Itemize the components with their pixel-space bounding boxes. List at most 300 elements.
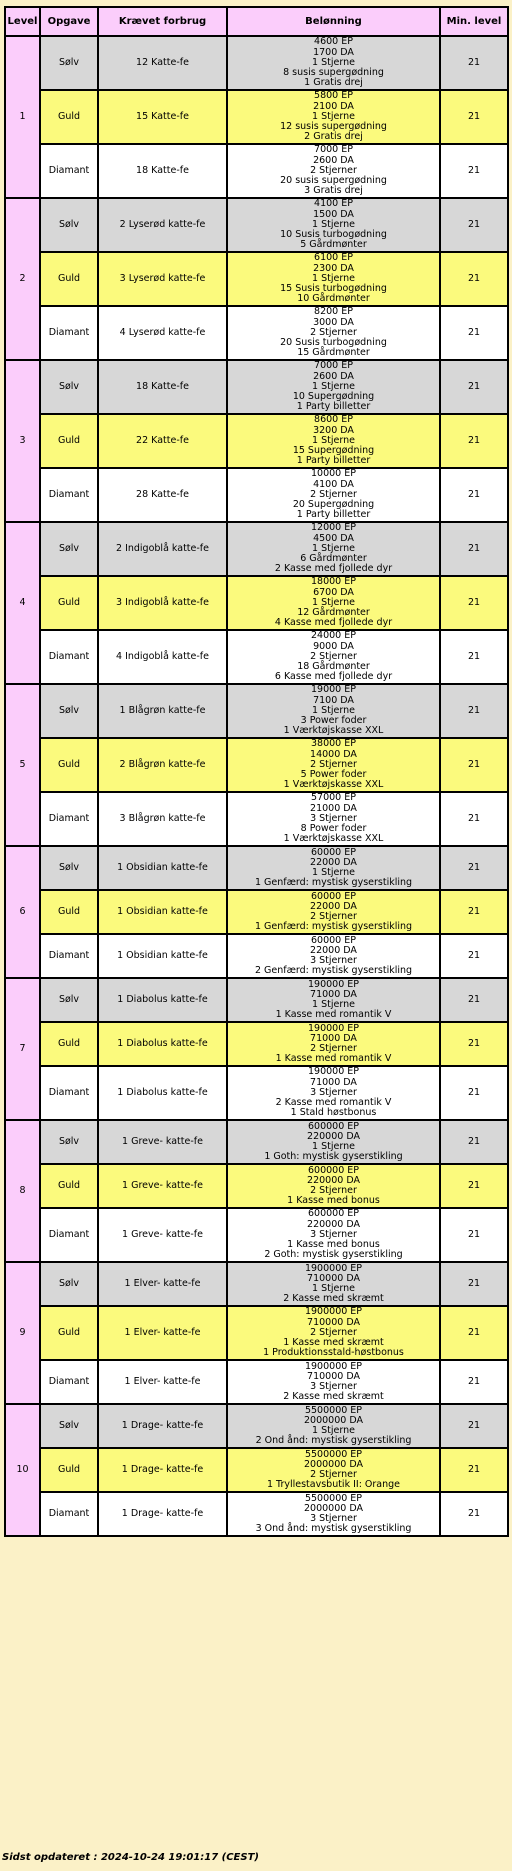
reward-line: 1 Tryllestavsbutik II: Orange <box>266 1479 401 1491</box>
table-row <box>5 1066 508 1120</box>
requirement-cell: 1 Obsidian katte-fe <box>98 934 227 978</box>
reward-line: 220000 DA <box>307 1174 360 1186</box>
reward-line: 1 Stjerne <box>312 1141 355 1152</box>
task-cell: Diamant <box>40 1492 98 1536</box>
reward-line: 1 Stjerne <box>312 867 355 878</box>
requirement-cell: 4 Indigoblå katte-fe <box>98 630 227 684</box>
task-cell: Sølv <box>40 1262 98 1306</box>
reward-line: 2 Stjerner <box>310 164 357 176</box>
min-level-cell: 21 <box>440 144 508 198</box>
reward-line: 1900000 EP <box>304 1262 363 1274</box>
table-row <box>5 36 508 90</box>
level-cell: 8 <box>5 1120 40 1262</box>
reward-cell <box>227 144 440 198</box>
reward-line: 22000 DA <box>310 856 357 868</box>
reward-line: 4100 DA <box>313 478 354 490</box>
reward-cell <box>227 252 440 306</box>
task-cell: Guld <box>40 252 98 306</box>
min-level-cell: 21 <box>440 1164 508 1208</box>
reward-line: 2 Stjerner <box>310 1469 357 1480</box>
reward-line: 600000 EP <box>307 1208 360 1220</box>
reward-line: 2 Stjerner <box>310 758 357 770</box>
reward-line: 1 Kasse med romantik V <box>275 1009 392 1021</box>
reward-cell <box>227 890 440 934</box>
table-row <box>5 306 508 360</box>
reward-cell <box>227 1164 440 1208</box>
reward-cell <box>227 1262 440 1306</box>
reward-line: 5 Power foder <box>300 769 367 781</box>
level-cell: 4 <box>5 522 40 684</box>
reward-line: 60000 EP <box>311 934 356 946</box>
reward-line: 3 Stjerner <box>310 1513 357 1524</box>
reward-line: 8 susis supergødning <box>283 67 384 79</box>
table-row <box>5 1404 508 1448</box>
reward-line: 710000 DA <box>307 1316 360 1328</box>
table-row <box>5 576 508 630</box>
reward-line: 20 Susis turbogødning <box>280 337 387 349</box>
min-level-cell: 21 <box>440 90 508 144</box>
task-cell: Diamant <box>40 1066 98 1120</box>
requirement-cell: 3 Indigoblå katte-fe <box>98 576 227 630</box>
table-row <box>5 684 508 738</box>
reward-line: 6 Kasse med fjollede dyr <box>274 671 393 683</box>
reward-line: 3 Stjerner <box>310 1228 357 1240</box>
reward-line: 4100 EP <box>314 198 353 210</box>
reward-cell <box>227 576 440 630</box>
rewards-table <box>4 6 509 1537</box>
requirement-cell: 1 Greve- katte-fe <box>98 1208 227 1262</box>
min-level-cell: 21 <box>440 630 508 684</box>
reward-line: 57000 EP <box>311 792 356 804</box>
min-level-cell: 21 <box>440 1208 508 1262</box>
level-cell: 3 <box>5 360 40 522</box>
reward-line: 15 Supergødning <box>292 445 375 457</box>
reward-line: 600000 EP <box>307 1164 360 1176</box>
requirement-cell: 18 Katte-fe <box>98 144 227 198</box>
table-row <box>5 1448 508 1492</box>
reward-cell <box>227 1404 440 1448</box>
requirement-cell: 1 Elver- katte-fe <box>98 1360 227 1404</box>
requirement-cell: 1 Diabolus katte-fe <box>98 1022 227 1066</box>
table-row <box>5 978 508 1022</box>
min-level-cell: 21 <box>440 1360 508 1404</box>
reward-line: 1 Stjerne <box>312 704 355 716</box>
reward-line: 1 Kasse med bonus <box>287 1195 380 1207</box>
task-cell: Sølv <box>40 846 98 890</box>
reward-cell <box>227 630 440 684</box>
reward-line: 3 Stjerner <box>310 812 357 824</box>
task-cell: Sølv <box>40 522 98 576</box>
min-level-cell: 21 <box>440 1492 508 1536</box>
table-row <box>5 360 508 414</box>
reward-line: 7000 EP <box>314 144 353 156</box>
task-cell: Sølv <box>40 1120 98 1164</box>
reward-line: 71000 DA <box>310 1076 357 1088</box>
header-level: Level <box>5 7 40 36</box>
reward-cell <box>227 1208 440 1262</box>
reward-cell <box>227 1306 440 1360</box>
reward-line: 2 Ond ånd: mystisk gyserstikling <box>255 1435 412 1447</box>
reward-line: 14000 DA <box>310 748 357 760</box>
min-level-cell: 21 <box>440 198 508 252</box>
header-requirement: Krævet forbrug <box>98 7 227 36</box>
reward-line: 3 Ond ånd: mystisk gyserstikling <box>255 1523 412 1535</box>
reward-line: 3 Stjerner <box>310 955 357 966</box>
task-cell: Guld <box>40 1022 98 1066</box>
table-row <box>5 630 508 684</box>
task-cell: Sølv <box>40 36 98 90</box>
reward-line: 220000 DA <box>307 1130 360 1142</box>
requirement-cell: 2 Indigoblå katte-fe <box>98 522 227 576</box>
task-cell: Diamant <box>40 934 98 978</box>
reward-line: 190000 EP <box>307 978 360 990</box>
reward-line: 22000 DA <box>310 944 357 956</box>
reward-line: 1 Værktøjskasse XXL <box>283 833 384 845</box>
task-cell: Guld <box>40 90 98 144</box>
reward-line: 7100 DA <box>313 694 354 706</box>
reward-line: 60000 EP <box>311 890 356 902</box>
min-level-cell: 21 <box>440 414 508 468</box>
reward-cell <box>227 198 440 252</box>
reward-line: 1 Stjerne <box>312 1425 355 1436</box>
reward-line: 2 Kasse med romantik V <box>275 1097 392 1109</box>
reward-line: 3200 DA <box>313 424 354 436</box>
requirement-cell: 1 Elver- katte-fe <box>98 1262 227 1306</box>
reward-line: 1 Stald høstbonus <box>290 1107 377 1119</box>
min-level-cell: 21 <box>440 1022 508 1066</box>
min-level-cell: 21 <box>440 252 508 306</box>
min-level-cell: 21 <box>440 846 508 890</box>
reward-line: 5800 EP <box>314 90 353 102</box>
table-row <box>5 1262 508 1306</box>
reward-cell <box>227 36 440 90</box>
reward-line: 5 Gårdmønter <box>300 239 367 251</box>
reward-cell <box>227 934 440 978</box>
reward-line: 3000 DA <box>313 316 354 328</box>
reward-line: 3 Stjerner <box>310 1086 357 1098</box>
requirement-cell: 28 Katte-fe <box>98 468 227 522</box>
requirement-cell: 1 Greve- katte-fe <box>98 1164 227 1208</box>
requirement-cell: 4 Lyserød katte-fe <box>98 306 227 360</box>
table-row <box>5 1164 508 1208</box>
reward-line: 2000000 DA <box>304 1458 363 1470</box>
task-cell: Sølv <box>40 684 98 738</box>
task-cell: Guld <box>40 738 98 792</box>
reward-line: 71000 DA <box>310 988 357 1000</box>
task-cell: Sølv <box>40 1404 98 1448</box>
reward-cell <box>227 522 440 576</box>
reward-line: 5500000 EP <box>304 1492 363 1504</box>
task-cell: Guld <box>40 414 98 468</box>
min-level-cell: 21 <box>440 684 508 738</box>
reward-line: 6700 DA <box>313 586 354 598</box>
table-row <box>5 792 508 846</box>
requirement-cell: 1 Greve- katte-fe <box>98 1120 227 1164</box>
reward-line: 4500 DA <box>313 532 354 544</box>
reward-line: 10 Susis turbogødning <box>280 229 387 241</box>
reward-cell <box>227 684 440 738</box>
task-cell: Sølv <box>40 978 98 1022</box>
reward-cell <box>227 1360 440 1404</box>
min-level-cell: 21 <box>440 1066 508 1120</box>
reward-line: 18000 EP <box>311 576 356 588</box>
reward-line: 9000 DA <box>313 640 354 652</box>
requirement-cell: 1 Obsidian katte-fe <box>98 846 227 890</box>
reward-line: 600000 EP <box>307 1120 360 1132</box>
reward-line: 6 Gårdmønter <box>300 553 367 565</box>
reward-line: 1 Stjerne <box>312 110 355 122</box>
requirement-cell: 15 Katte-fe <box>98 90 227 144</box>
min-level-cell: 21 <box>440 360 508 414</box>
reward-line: 71000 DA <box>310 1032 357 1044</box>
table-row <box>5 90 508 144</box>
reward-line: 2600 DA <box>313 370 354 382</box>
min-level-cell: 21 <box>440 36 508 90</box>
table-row <box>5 1492 508 1536</box>
reward-line: 12000 EP <box>311 522 356 534</box>
reward-cell <box>227 738 440 792</box>
reward-line: 20 Supergødning <box>292 499 375 511</box>
task-cell: Diamant <box>40 144 98 198</box>
reward-cell <box>227 846 440 890</box>
min-level-cell: 21 <box>440 1306 508 1360</box>
reward-line: 19000 EP <box>311 684 356 696</box>
reward-line: 2 Gratis drej <box>304 131 363 143</box>
reward-line: 3 Gratis drej <box>304 185 363 197</box>
requirement-cell: 22 Katte-fe <box>98 414 227 468</box>
reward-line: 2600 DA <box>313 154 354 166</box>
reward-line: 2 Stjerner <box>310 326 357 338</box>
requirement-cell: 1 Elver- katte-fe <box>98 1306 227 1360</box>
requirement-cell: 1 Drage- katte-fe <box>98 1492 227 1536</box>
task-cell: Sølv <box>40 360 98 414</box>
reward-line: 1 Stjerne <box>312 272 355 284</box>
reward-line: 2 Genfærd: mystisk gyserstikling <box>254 965 413 977</box>
level-cell: 5 <box>5 684 40 846</box>
table-row <box>5 414 508 468</box>
min-level-cell: 21 <box>440 890 508 934</box>
header-row <box>5 7 508 36</box>
requirement-cell: 1 Diabolus katte-fe <box>98 978 227 1022</box>
requirement-cell: 1 Diabolus katte-fe <box>98 1066 227 1120</box>
reward-line: 2 Stjerner <box>310 650 357 662</box>
reward-line: 1700 DA <box>313 46 354 58</box>
reward-line: 1 Kasse med bonus <box>287 1239 380 1251</box>
reward-line: 18 Gårdmønter <box>297 661 370 673</box>
requirement-cell: 3 Blågrøn katte-fe <box>98 792 227 846</box>
table-row <box>5 1306 508 1360</box>
reward-line: 1 Stjerne <box>312 380 355 392</box>
reward-line: 1 Værktøjskasse XXL <box>283 779 384 791</box>
table-row <box>5 846 508 890</box>
reward-line: 2 Kasse med fjollede dyr <box>274 563 393 575</box>
reward-line: 1 Stjerne <box>312 218 355 230</box>
reward-line: 710000 DA <box>307 1272 360 1284</box>
reward-line: 1 Stjerne <box>312 542 355 554</box>
requirement-cell: 1 Obsidian katte-fe <box>98 890 227 934</box>
reward-line: 24000 EP <box>311 630 356 642</box>
reward-line: 3 Stjerner <box>310 1381 357 1392</box>
requirement-cell: 18 Katte-fe <box>98 360 227 414</box>
reward-line: 8200 EP <box>314 306 353 318</box>
reward-cell <box>227 1120 440 1164</box>
table-row <box>5 468 508 522</box>
requirement-cell: 1 Blågrøn katte-fe <box>98 684 227 738</box>
reward-line: 2300 DA <box>313 262 354 274</box>
min-level-cell: 21 <box>440 1120 508 1164</box>
reward-line: 8600 EP <box>314 414 353 426</box>
reward-line: 2 Goth: mystisk gyserstikling <box>264 1249 403 1261</box>
reward-line: 2 Stjerner <box>310 911 357 922</box>
task-cell: Guld <box>40 1306 98 1360</box>
reward-line: 1900000 EP <box>304 1306 363 1318</box>
reward-line: 1 Kasse med romantik V <box>275 1053 392 1065</box>
reward-cell <box>227 792 440 846</box>
table-row <box>5 934 508 978</box>
reward-line: 1 Stjerne <box>312 1283 355 1294</box>
reward-line: 220000 DA <box>307 1218 360 1230</box>
reward-line: 2 Stjerner <box>310 488 357 500</box>
last-updated: Sidst opdateret : 2024-10-24 19:01:17 (CEST) <box>2 1852 259 1863</box>
reward-cell <box>227 1066 440 1120</box>
reward-line: 1 Party billetter <box>296 401 371 413</box>
min-level-cell: 21 <box>440 978 508 1022</box>
reward-cell <box>227 978 440 1022</box>
header-min-level: Min. level <box>440 7 508 36</box>
header-reward: Belønning <box>227 7 440 36</box>
reward-cell <box>227 90 440 144</box>
task-cell: Sølv <box>40 198 98 252</box>
reward-cell <box>227 414 440 468</box>
table-body <box>5 36 508 1536</box>
requirement-cell: 2 Blågrøn katte-fe <box>98 738 227 792</box>
reward-line: 1 Party billetter <box>296 509 371 521</box>
reward-cell <box>227 306 440 360</box>
reward-line: 12 Gårdmønter <box>297 607 370 619</box>
reward-line: 2 Kasse med skræmt <box>283 1391 384 1403</box>
reward-line: 1500 DA <box>313 208 354 220</box>
reward-line: 60000 EP <box>311 846 356 858</box>
reward-line: 2000000 DA <box>304 1502 363 1514</box>
reward-line: 1 Goth: mystisk gyserstikling <box>264 1151 403 1163</box>
table-row <box>5 1208 508 1262</box>
reward-line: 1900000 EP <box>304 1360 363 1372</box>
table-row <box>5 144 508 198</box>
reward-line: 1 Produktionsstald-høstbonus <box>263 1347 404 1359</box>
reward-line: 2 Kasse med skræmt <box>283 1293 384 1305</box>
min-level-cell: 21 <box>440 1404 508 1448</box>
reward-line: 10 Gårdmønter <box>297 293 370 305</box>
reward-line: 4600 EP <box>314 36 353 48</box>
reward-line: 1 Genfærd: mystisk gyserstikling <box>254 877 413 889</box>
min-level-cell: 21 <box>440 738 508 792</box>
reward-line: 1 Værktøjskasse XXL <box>283 725 384 737</box>
level-cell: 10 <box>5 1404 40 1536</box>
table-row <box>5 738 508 792</box>
reward-line: 5500000 EP <box>304 1448 363 1460</box>
reward-line: 4 Kasse med fjollede dyr <box>274 617 393 629</box>
reward-line: 15 Gårdmønter <box>297 347 370 359</box>
table-row <box>5 1360 508 1404</box>
min-level-cell: 21 <box>440 306 508 360</box>
reward-line: 15 Susis turbogødning <box>280 283 387 295</box>
min-level-cell: 21 <box>440 468 508 522</box>
reward-line: 10000 EP <box>311 468 356 480</box>
task-cell: Diamant <box>40 306 98 360</box>
reward-cell <box>227 360 440 414</box>
reward-line: 21000 DA <box>310 802 357 814</box>
reward-line: 1 Kasse med skræmt <box>283 1337 384 1349</box>
reward-line: 22000 DA <box>310 900 357 912</box>
task-cell: Diamant <box>40 1208 98 1262</box>
requirement-cell: 1 Drage- katte-fe <box>98 1448 227 1492</box>
table-row <box>5 890 508 934</box>
reward-line: 710000 DA <box>307 1370 360 1382</box>
reward-line: 2 Stjerner <box>310 1326 357 1338</box>
reward-line: 8 Power foder <box>300 823 367 835</box>
reward-cell <box>227 1492 440 1536</box>
reward-line: 7000 EP <box>314 360 353 372</box>
level-cell: 7 <box>5 978 40 1120</box>
reward-line: 2100 DA <box>313 100 354 112</box>
task-cell: Diamant <box>40 1360 98 1404</box>
reward-line: 2000000 DA <box>304 1414 363 1426</box>
task-cell: Diamant <box>40 630 98 684</box>
task-cell: Guld <box>40 1164 98 1208</box>
reward-line: 1 Stjerne <box>312 999 355 1010</box>
table-row <box>5 1120 508 1164</box>
table-row <box>5 252 508 306</box>
table-row <box>5 198 508 252</box>
min-level-cell: 21 <box>440 522 508 576</box>
reward-line: 5500000 EP <box>304 1404 363 1416</box>
reward-line: 1 Party billetter <box>296 455 371 467</box>
reward-line: 1 Gratis drej <box>304 77 363 89</box>
min-level-cell: 21 <box>440 1262 508 1306</box>
requirement-cell: 12 Katte-fe <box>98 36 227 90</box>
reward-line: 1 Stjerne <box>312 434 355 446</box>
task-cell: Guld <box>40 890 98 934</box>
reward-cell <box>227 1022 440 1066</box>
reward-line: 2 Stjerner <box>310 1185 357 1196</box>
requirement-cell: 3 Lyserød katte-fe <box>98 252 227 306</box>
reward-line: 1 Stjerne <box>312 56 355 68</box>
reward-line: 6100 EP <box>314 252 353 264</box>
task-cell: Guld <box>40 1448 98 1492</box>
min-level-cell: 21 <box>440 1448 508 1492</box>
level-cell: 6 <box>5 846 40 978</box>
reward-line: 1 Stjerne <box>312 596 355 608</box>
level-cell: 2 <box>5 198 40 360</box>
header-task: Opgave <box>40 7 98 36</box>
table-row <box>5 522 508 576</box>
task-cell: Diamant <box>40 792 98 846</box>
level-cell: 9 <box>5 1262 40 1404</box>
reward-line: 20 susis supergødning <box>280 175 387 187</box>
reward-line: 1 Genfærd: mystisk gyserstikling <box>254 921 413 933</box>
min-level-cell: 21 <box>440 576 508 630</box>
requirement-cell: 1 Drage- katte-fe <box>98 1404 227 1448</box>
reward-cell <box>227 1448 440 1492</box>
task-cell: Diamant <box>40 468 98 522</box>
task-cell: Guld <box>40 576 98 630</box>
reward-line: 3 Power foder <box>300 715 367 727</box>
reward-line: 38000 EP <box>311 738 356 750</box>
table-row <box>5 1022 508 1066</box>
min-level-cell: 21 <box>440 792 508 846</box>
reward-line: 190000 EP <box>307 1022 360 1034</box>
reward-cell <box>227 468 440 522</box>
